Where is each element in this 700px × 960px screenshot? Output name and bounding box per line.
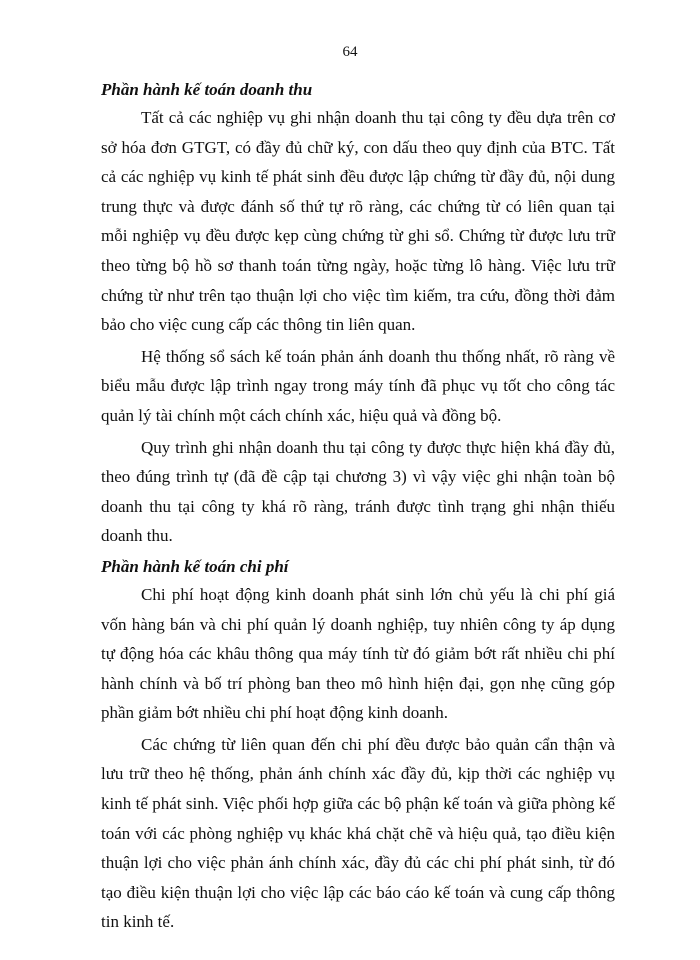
document-body [101, 76, 615, 939]
paragraph: Quy trình ghi nhận doanh thu tại công ty được thực hiện khá đầy đủ, theo đúng trình tự (đã đề cập tại chương 3) vì vậy việc ghi nhận toàn bộ doanh thu tại công ty khá rõ ràng, tránh được tình trạng ghi nhận thiếu doanh thu. [101, 437, 615, 546]
section-revenue-accounting [101, 76, 615, 551]
page-number: 64 [342, 44, 358, 60]
section-expense-accounting [101, 553, 615, 937]
paragraph: Tất cả các nghiệp vụ ghi nhận doanh thu tại công ty đều dựa trên cơ sở hóa đơn GTGT, có đầy đủ chữ ký, con dấu theo quy định của BTC. Tất cả các nghiệp vụ kinh tế phát sinh đều được lập chứng từ đầy đủ, nội dung trung thực và được đánh số thứ tự rõ ràng, các chứng từ có liên quan tại mỗi nghiệp vụ đều được kẹp cùng chứng từ ghi sổ. Chứng từ được lưu trữ theo từng bộ hồ sơ thanh toán từng ngày, hoặc từng lô hàng. Việc lưu trữ chứng từ như trên tạo thuận lợi cho việc tìm kiếm, tra cứu, đồng thời đảm bảo cho việc cung cấp các thông tin liên quan. [101, 108, 615, 335]
section-heading: Phần hành kế toán doanh thu [101, 80, 313, 99]
paragraph: Chi phí hoạt động kinh doanh phát sinh lớn chủ yếu là chi phí giá vốn hàng bán và chi phí quản lý doanh nghiệp, tuy nhiên công ty áp dụng tự động hóa các khâu thông qua máy tính từ đó giảm bớt rất nhiều chi phí hành chính và bố trí phòng ban theo mô hình hiện đại, gọn nhẹ cũng góp phần giảm bớt nhiều chi phí hoạt động kinh doanh. [101, 584, 615, 723]
paragraph: Các chứng từ liên quan đến chi phí đều được bảo quản cẩn thận và lưu trữ theo hệ thống, phản ánh chính xác đầy đủ, kịp thời các nghiệp vụ kinh tế phát sinh. Việc phối hợp giữa các bộ phận kế toán và giữa phòng kế toán với các phòng nghiệp vụ khác khá chặt chẽ và hiệu quả, tạo điều kiện thuận lợi cho việc phản ánh chính xác, đầy đủ các chi phí phát sinh, từ đó tạo điều kiện thuận lợi cho việc lập các báo cáo kế toán và cung cấp thông tin kinh tế. [101, 734, 615, 932]
paragraph: Hệ thống sổ sách kế toán phản ánh doanh thu thống nhất, rõ ràng về biểu mẫu được lập trình ngay trong máy tính đã phục vụ tốt cho công tác quản lý tài chính một cách chính xác, hiệu quả và đồng bộ. [101, 346, 615, 425]
section-heading: Phần hành kế toán chi phí [101, 556, 289, 576]
